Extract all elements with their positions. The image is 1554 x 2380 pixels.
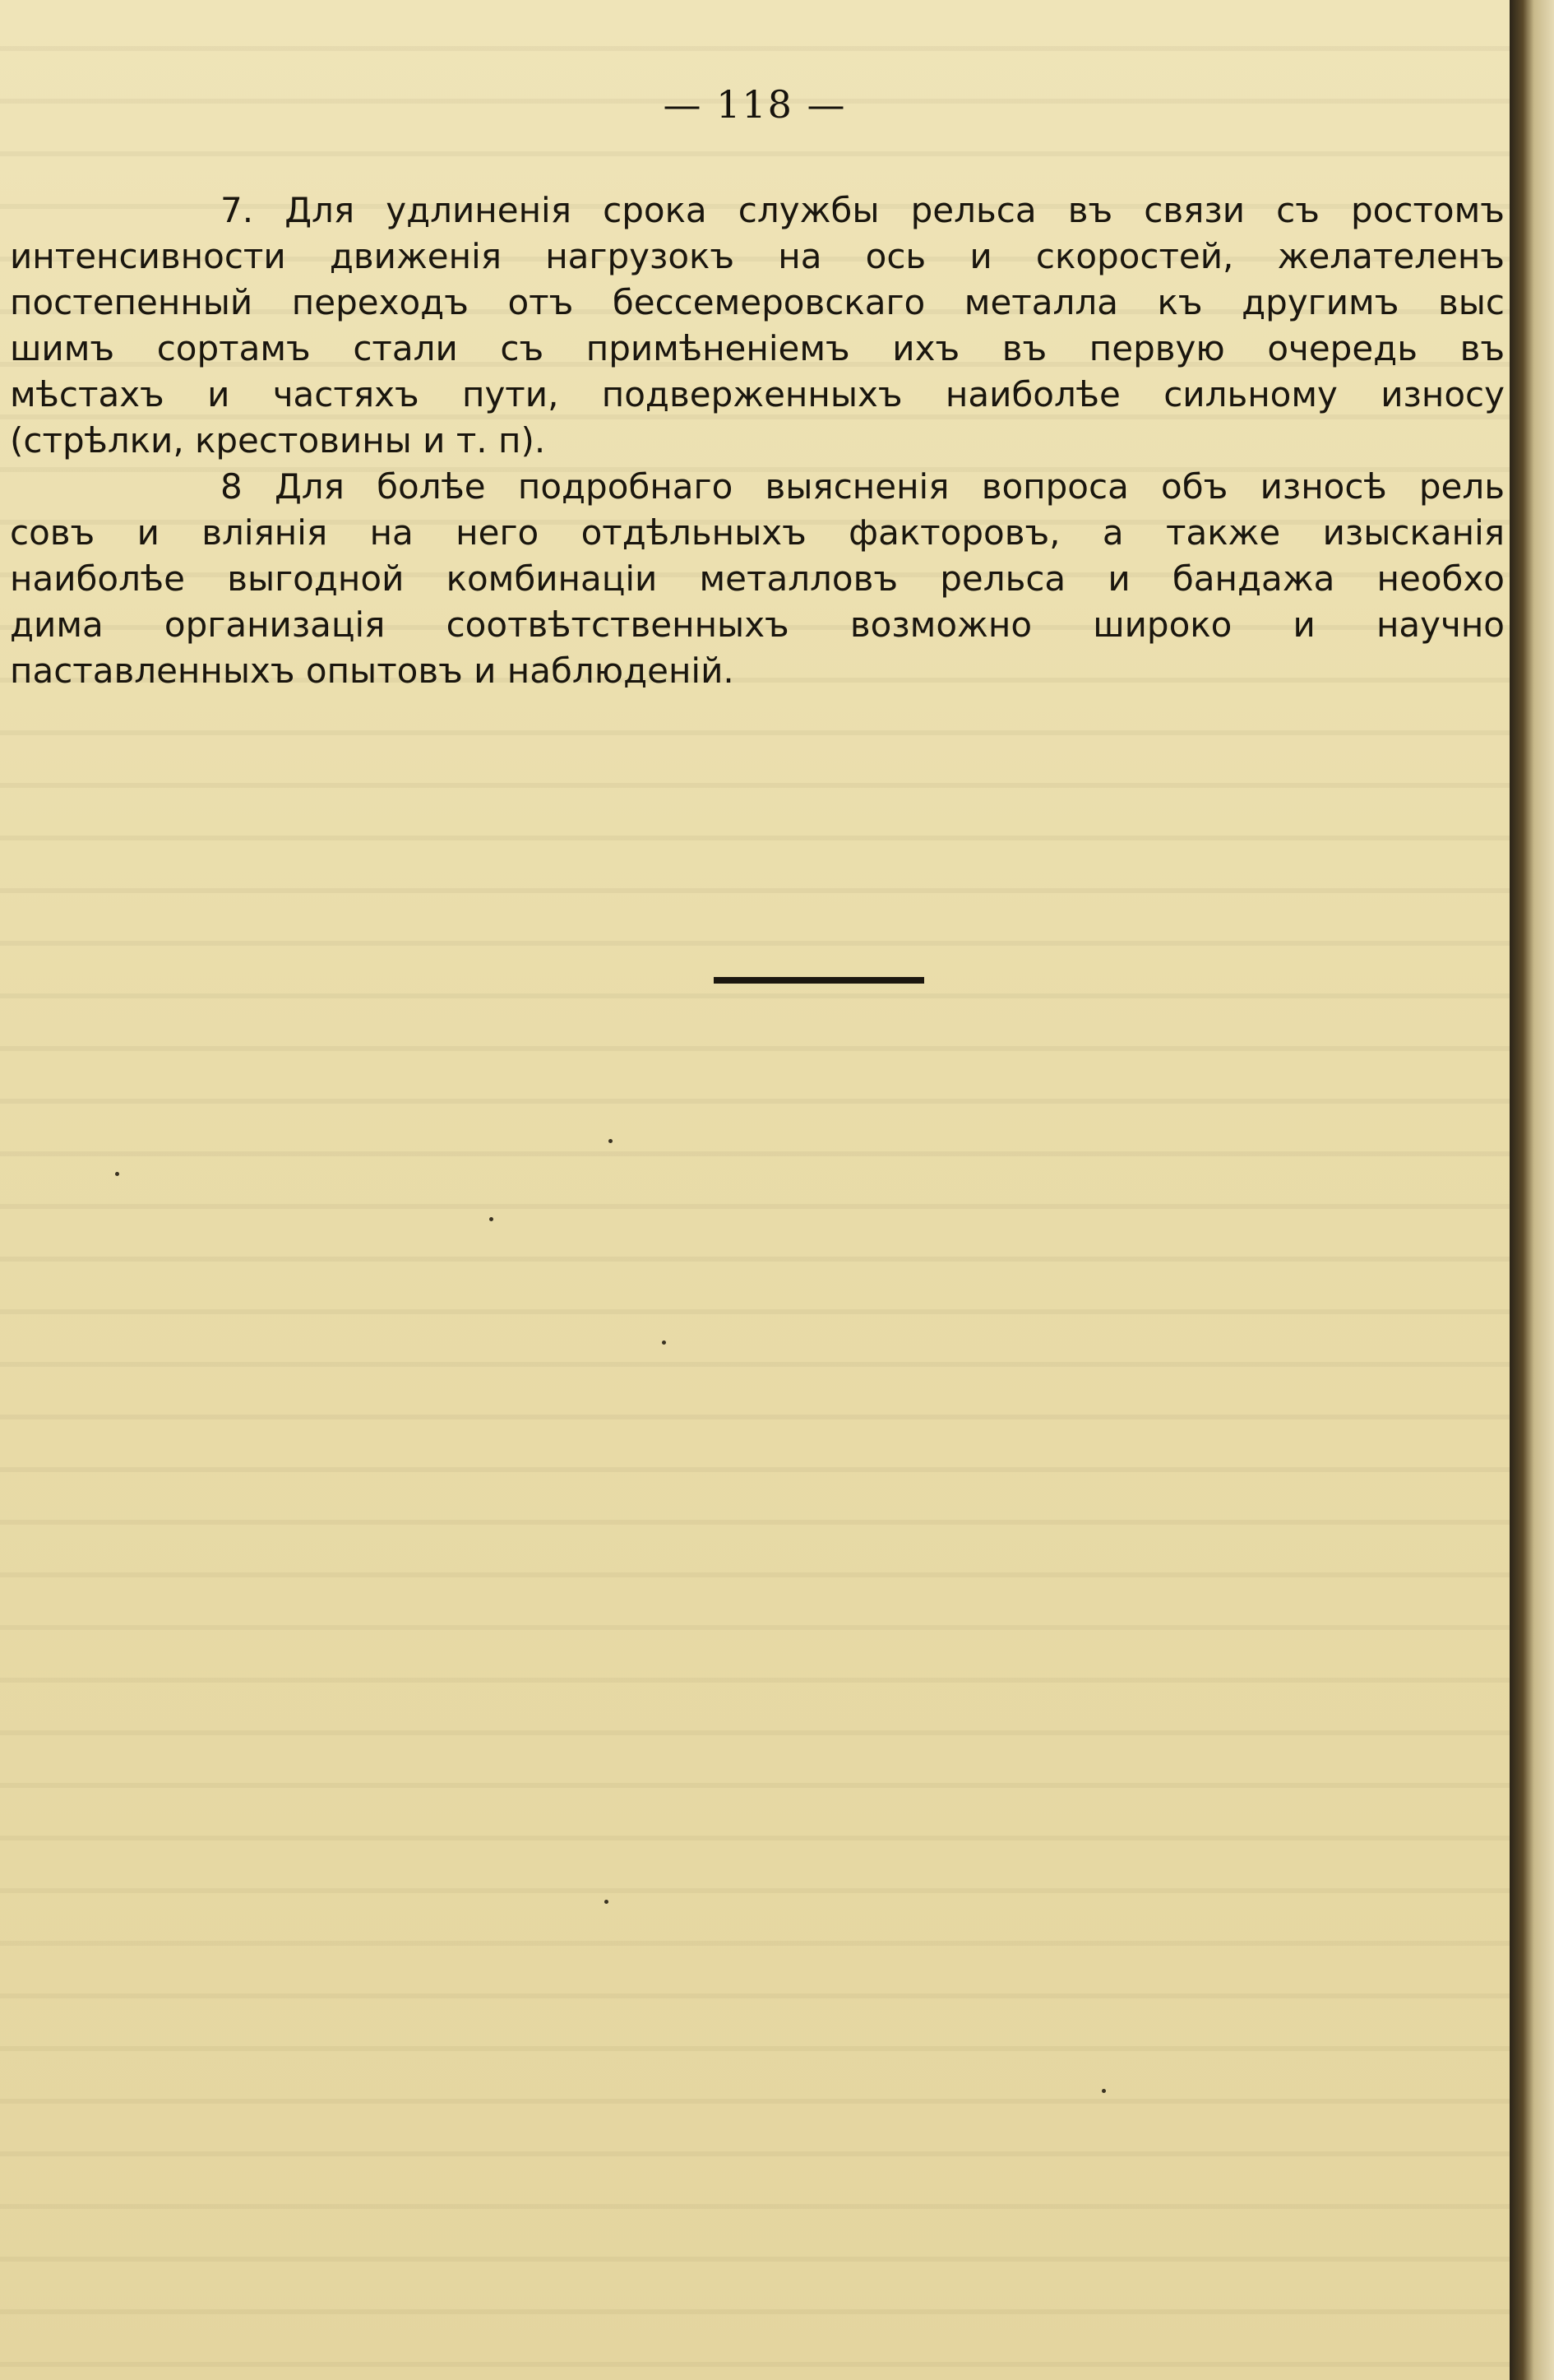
text-line: 7. Для удлиненія срока службы рельса въ связи съ ростомъ [220,190,1505,230]
text-line: шимъ сортамъ стали съ примѣненіемъ ихъ въ первую очередь въ [10,328,1505,368]
paper-speck [604,1900,608,1904]
text-line: 8 Для болѣе подробнаго выясненія вопроса объ износѣ рель [220,466,1505,507]
page-binding-edge [1510,0,1554,2380]
paper-speck [489,1217,493,1221]
text-line: (стрѣлки, крестовины и т. п). [10,420,546,461]
body-text [10,188,1505,694]
text-line: интенсивности движенія нагрузокъ на ось и скоростей, желателенъ [10,236,1505,276]
paper-speck [1102,2089,1106,2093]
paragraph-8 [10,464,1505,694]
text-line: мѣстахъ и частяхъ пути, подверженныхъ наиболѣе сильному износу [10,374,1505,414]
section-divider [714,977,924,984]
text-line: паставленныхъ опытовъ и наблюденій. [10,651,734,691]
paragraph-7 [10,188,1505,464]
text-line: совъ и вліянія на него отдѣльныхъ факторовъ, а также изысканія [10,512,1505,553]
text-line: наиболѣе выгодной комбинаціи металловъ рельса и бандажа необхо [10,558,1505,599]
text-line: дима организація соотвѣтственныхъ возможно широко и научно [10,604,1505,645]
paper-speck [115,1172,119,1176]
page-number: — 118 — [663,82,847,127]
text-line: постепенный переходъ отъ бессемеровскаго металла къ другимъ выс [10,282,1505,322]
paper-speck [608,1139,613,1143]
paper-speck [662,1340,666,1345]
